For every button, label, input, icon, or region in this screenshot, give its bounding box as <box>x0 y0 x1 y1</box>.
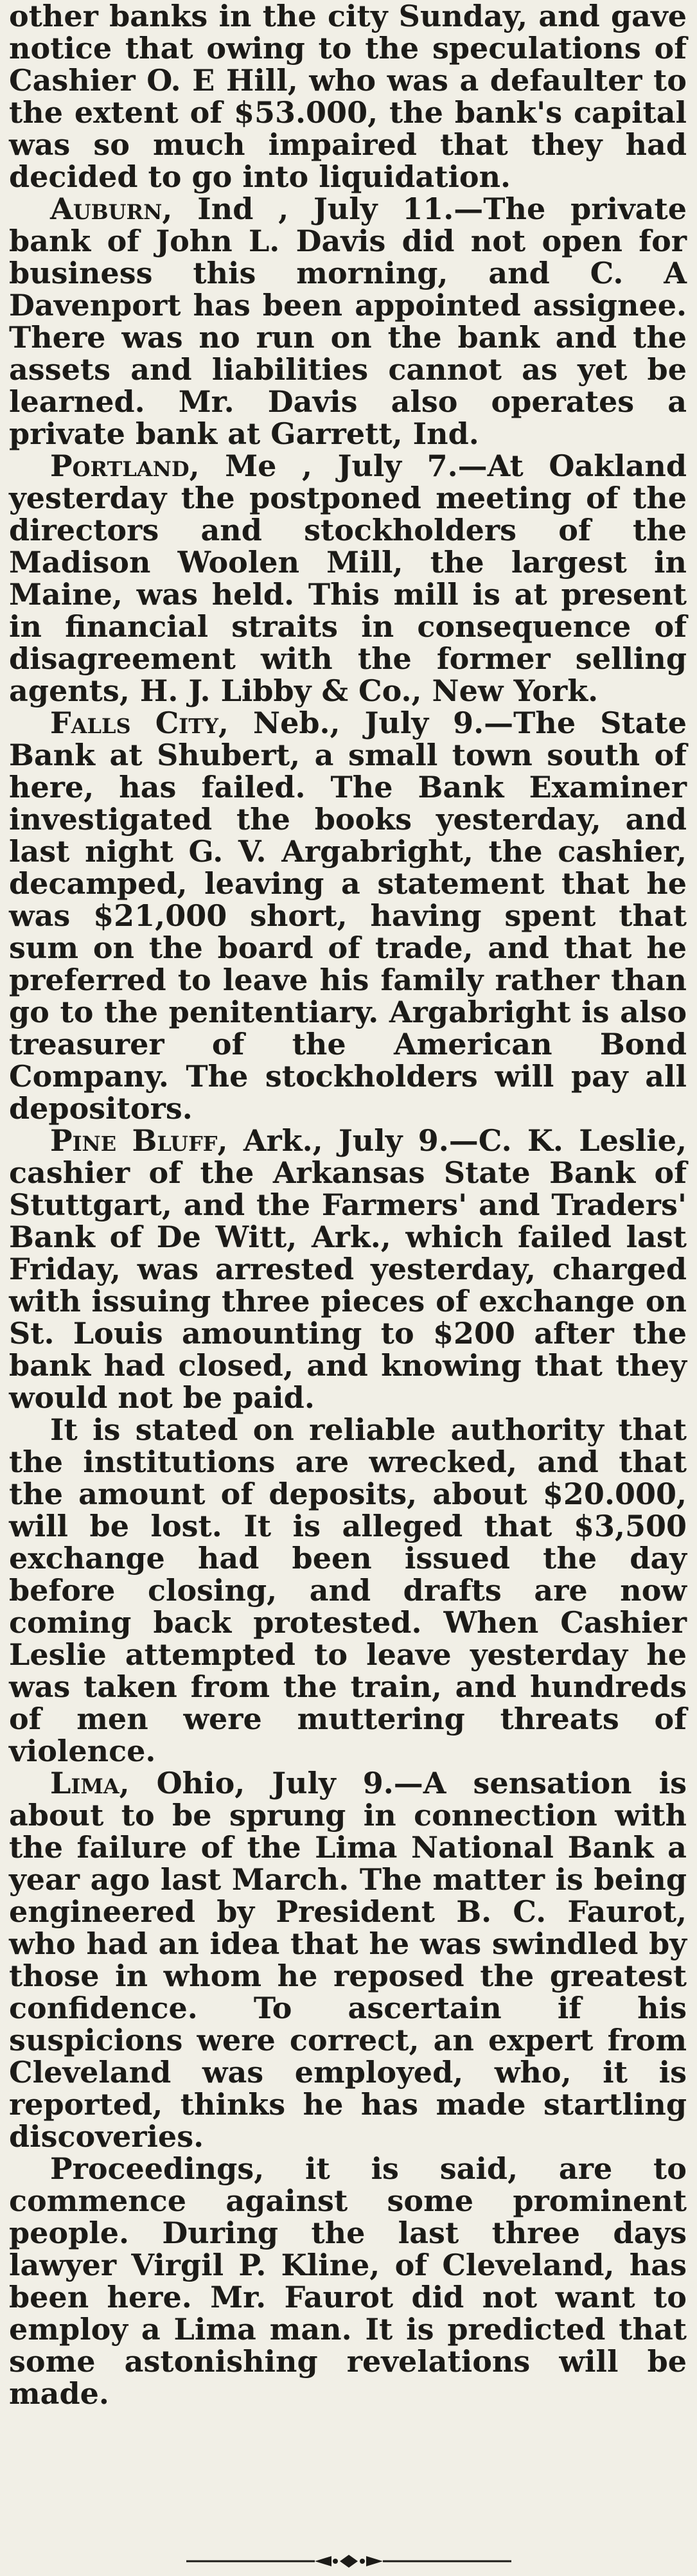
article-paragraph-pine-bluff <box>9 1124 687 1414</box>
dateline: Lima, <box>50 1766 130 1800</box>
dateline: Portland, <box>50 449 200 483</box>
article-paragraph-continuation <box>9 0 687 193</box>
paragraph-text: It is stated on reliable authority that the institutions are wrecked, and that the amount of deposits, about $20.000, will be lost. It is alleged that $3,500 exchange had been issued the day before closing, and drafts are now coming back protested. When Cashier Leslie attempted to leave yesterday he was taken from the train, and hundreds of men were muttering threats of violence. <box>9 1412 687 1768</box>
paragraph-text: Ind , July 11.—The private bank of John L. Davis did not open for business this morning, and C. A Davenport has been appointed assignee. There was no run on the bank and the assets and liabilities cannot as yet be learned. Mr. Davis also operates a private bank at Garrett, Ind. <box>9 191 687 451</box>
article-paragraph-auburn <box>9 193 687 450</box>
paragraph-text: Proceedings, it is said, are to commence against some prominent people. During the last three days lawyer Virgil P. Kline, of Cleveland, has been here. Mr. Faurot did not want to employ a Lima man. It is predicted that some astonishing revelations will be made. <box>9 2151 687 2411</box>
dateline: Auburn, <box>50 191 173 226</box>
ornamental-rule <box>186 2554 511 2568</box>
dateline: Pine Bluff, <box>50 1123 228 1158</box>
ornamental-rule-graphic <box>186 2554 511 2568</box>
paragraph-text: Neb., July 9.—The State Bank at Shubert, a small town south of here, has failed. The Bank Examiner investigated the books yesterday, and last night G. V. Argabright, the cashier, decamped, leaving a statement that he was $21,000 short, having spent that sum on the board of trade, and that he preferred to leave his family rather than go to the penitentiary. Argabright is also treasurer of the American Bond Company. The stockholders will pay all depositors. <box>9 706 687 1126</box>
article-paragraph-reliable-authority <box>9 1414 687 1767</box>
paragraph-text: Ark., July 9.—C. K. Leslie, cashier of the Arkansas State Bank of Stuttgart, and the Farmers' and Traders' Bank of De Witt, Ark., which failed last Friday, was arrested yesterday, charged with issuing three pieces of exchange on St. Louis amounting to $200 after the bank had closed, and knowing that they would not be paid. <box>9 1123 687 1415</box>
article-paragraph-portland <box>9 450 687 707</box>
paragraph-text: Me , July 7.—At Oakland yesterday the postponed meeting of the directors and stockholders of the Madison Woolen Mill, the largest in Maine, was held. This mill is at present in financial straits in consequence of disagreement with the former selling agents, H. J. Libby & Co., New York. <box>9 449 687 708</box>
dateline: Falls City, <box>50 706 229 740</box>
article-paragraph-falls-city <box>9 707 687 1124</box>
paragraph-text: Ohio, July 9.—A sensation is about to be sprung in connection with the failure of the Lima National Bank a year ago last March. The matter is being engineered by President B. C. Faurot, who had an idea that he was swindled by those in whom he reposed the greatest confidence. To ascertain if his suspicions were correct, an expert from Cleveland was employed, who, it is reported, thinks he has made startling discoveries. <box>9 1766 687 2154</box>
article-paragraph-lima <box>9 1767 687 2153</box>
article-paragraph-proceedings <box>9 2153 687 2410</box>
paragraph-text: other banks in the city Sunday, and gave notice that owing to the speculations of Cashier O. E Hill, who was a defaulter to the extent of $53.000, the bank's capital was so much impaired that they had decided to go into liquidation. <box>9 0 687 194</box>
